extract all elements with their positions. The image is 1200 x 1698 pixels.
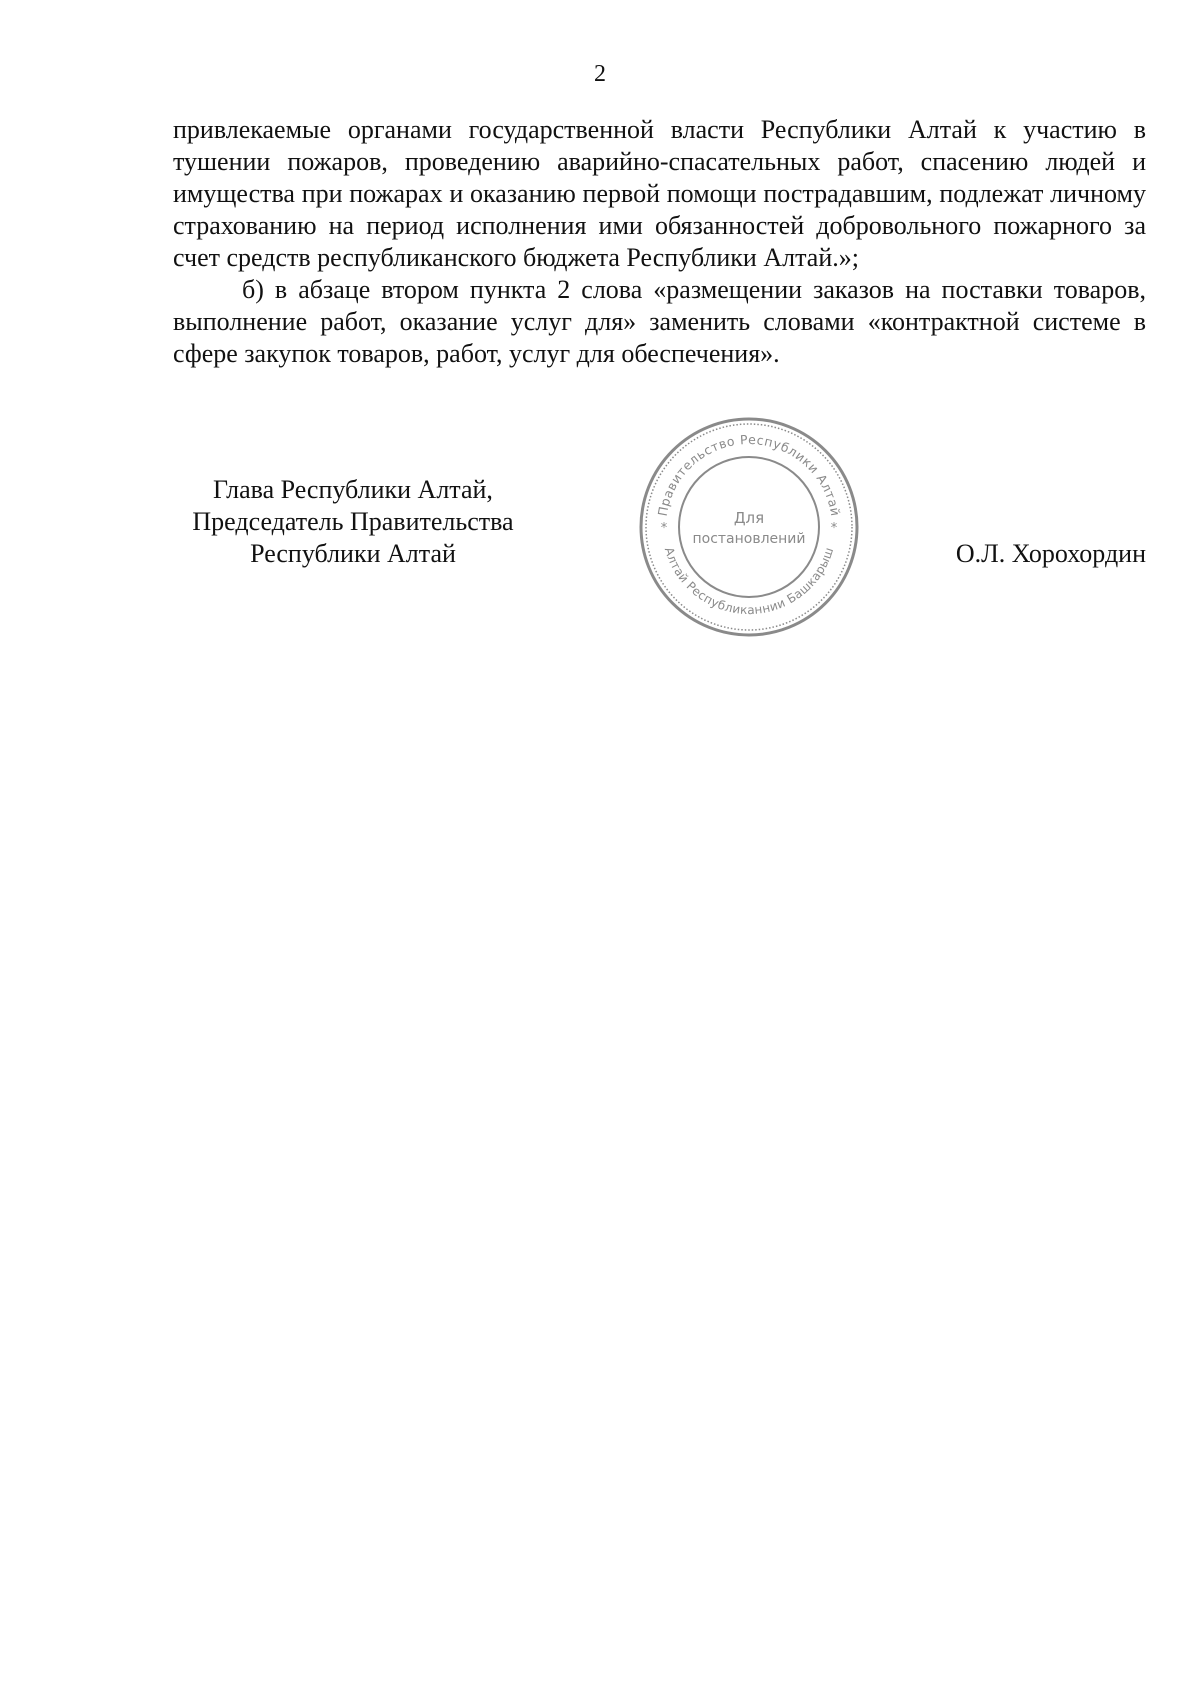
signatory-title-line: Глава Республики Алтай, — [213, 475, 493, 504]
signatory-title — [163, 474, 543, 570]
seal-center-line-1: Для — [733, 509, 765, 527]
seal-graphic — [634, 412, 864, 642]
page-number: 2 — [594, 61, 606, 87]
svg-text:Алтай Республиканнии Башкарыш — [662, 545, 836, 617]
svg-text:*: * — [660, 521, 668, 536]
seal-center-line-2: постановлений — [692, 531, 806, 547]
signatory-name: О.Л. Хорохордин — [955, 539, 1146, 568]
seal-outer-text-top: Правительство Республики Алтай — [654, 431, 844, 518]
signatory-title-line: Республики Алтай — [250, 539, 456, 568]
document-body — [173, 114, 1146, 370]
svg-text:*: * — [830, 521, 838, 536]
paragraph-amendment-b: б) в абзаце втором пункта 2 слова «размещении заказов на поставки товаров, выполнение работ, оказание услуг для» заменить словами «контрактной системе в сфере закупок товаров, работ, услуг для обеспечения». — [173, 275, 1146, 368]
paragraph-continuation: привлекаемые органами государственной власти Республики Алтай к участию в тушении пожаров, проведению аварийно-спасательных работ, спасению людей и имущества при пожарах и оказанию первой помощи пострадавшим, подлежат личному страхованию на период исполнения ими обязанностей добровольного пожарного за счет средств республиканского бюджета Республики Алтай.»; — [173, 115, 1146, 272]
seal-outer-text-bottom: Алтай Республиканнии Башкарыш — [661, 545, 837, 618]
signatory-title-line: Председатель Правительства — [192, 507, 514, 536]
official-seal — [634, 412, 864, 642]
